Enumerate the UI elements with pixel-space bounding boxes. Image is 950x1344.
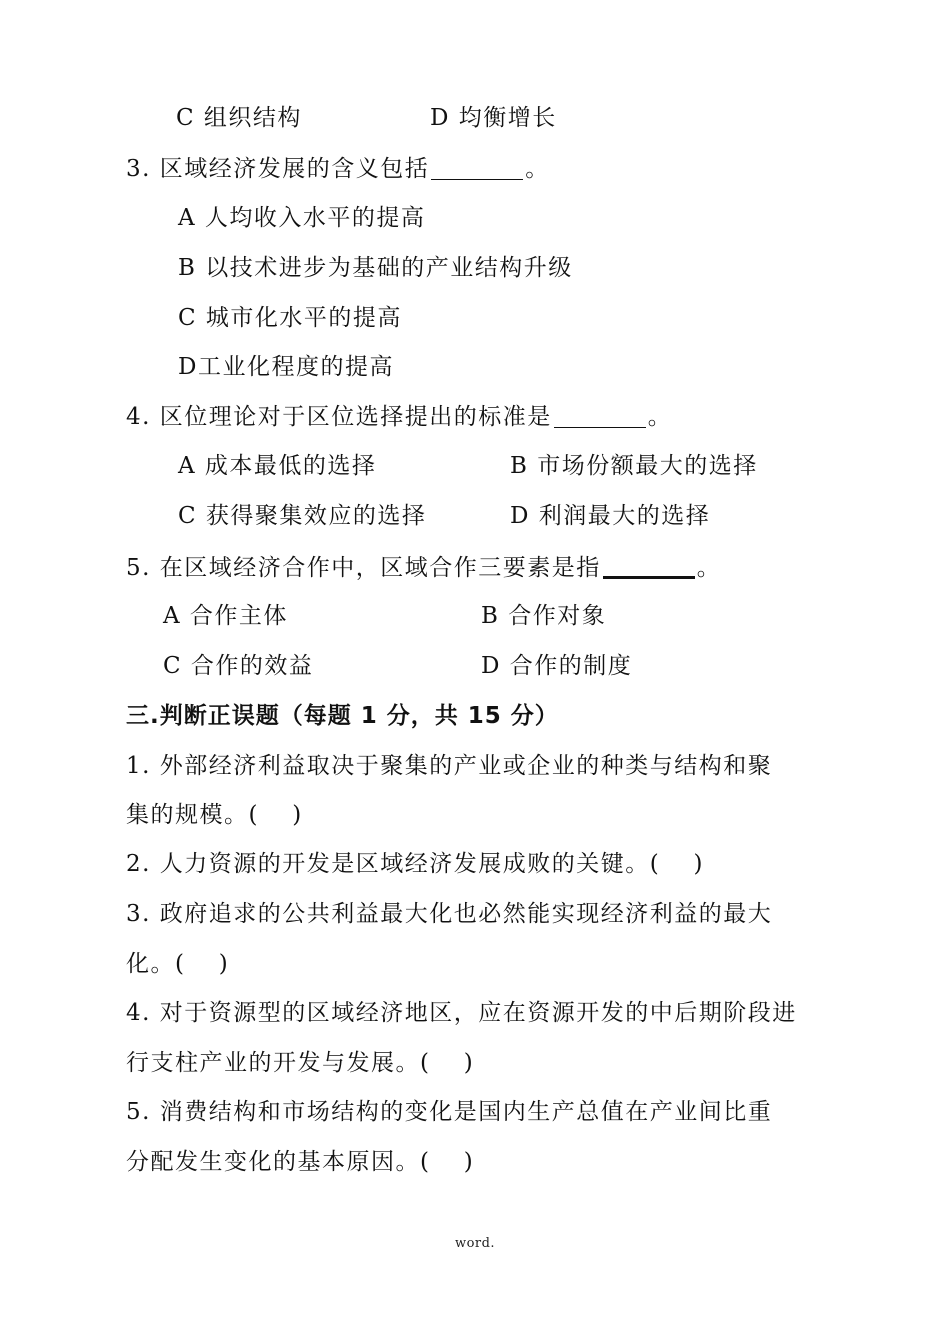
q4-stem xyxy=(126,402,672,432)
q4-option-c: C 获得聚集效应的选择 xyxy=(178,503,427,529)
tf-item-1-line1: 1. 外部经济利益取决于聚集的产业或企业的种类与结构和聚 xyxy=(126,753,773,779)
q3-option-c: C 城市化水平的提高 xyxy=(178,305,402,331)
q5-option-a: A 合作主体 xyxy=(163,603,288,629)
q2-option-c: C 组织结构 xyxy=(176,105,302,131)
q5-answer-blank xyxy=(603,552,695,579)
tf-item-3-line1: 3. 政府追求的公共利益最大化也必然能实现经济利益的最大 xyxy=(126,901,773,927)
q5-stem xyxy=(126,552,721,583)
tf-item-5-line1: 5. 消费结构和市场结构的变化是国内生产总值在产业间比重 xyxy=(126,1099,773,1125)
q5-option-b: B 合作对象 xyxy=(481,603,607,629)
tf-item-2-line1: 2. 人力资源的开发是区域经济发展成败的关键。( ) xyxy=(126,851,705,877)
q2-option-d: D 均衡增长 xyxy=(430,105,557,131)
q5-stem-end: 。 xyxy=(696,555,722,581)
section-3-heading: 三.判断正误题（每题 1 分，共 15 分） xyxy=(126,703,559,729)
tf-item-4-line2: 行支柱产业的开发与发展。( ) xyxy=(126,1050,475,1076)
q3-stem-end: 。 xyxy=(525,156,550,182)
q4-option-b: B 市场份额最大的选择 xyxy=(510,453,758,479)
q3-option-a: A 人均收入水平的提高 xyxy=(178,205,426,231)
q5-option-d: D 合作的制度 xyxy=(481,653,633,679)
q4-stem-text: 4. 区位理论对于区位选择提出的标准是 xyxy=(126,404,552,430)
tf-item-4-line1: 4. 对于资源型的区域经济地区，应在资源开发的中后期阶段进 xyxy=(126,1000,797,1026)
q4-stem-end: 。 xyxy=(647,404,673,430)
q5-option-c: C 合作的效益 xyxy=(163,653,314,679)
q5-stem-text: 5. 在区域经济合作中，区域合作三要素是指 xyxy=(126,555,601,581)
q4-option-a: A 成本最低的选择 xyxy=(178,453,377,479)
tf-item-3-line2: 化。( ) xyxy=(126,951,230,977)
q4-answer-blank xyxy=(554,403,646,428)
q3-stem xyxy=(126,154,550,184)
q3-option-d: D工业化程度的提高 xyxy=(178,354,394,380)
q3-stem-text: 3. 区域经济发展的含义包括 xyxy=(126,156,430,182)
tf-item-1-line2: 集的规模。( ) xyxy=(126,802,303,828)
tf-item-5-line2: 分配发生变化的基本原因。( ) xyxy=(126,1149,475,1175)
q3-answer-blank xyxy=(431,155,523,180)
page-footer: word. xyxy=(454,1236,496,1251)
q3-option-b: B 以技术进步为基础的产业结构升级 xyxy=(178,255,573,281)
q4-option-d: D 利润最大的选择 xyxy=(510,503,711,529)
